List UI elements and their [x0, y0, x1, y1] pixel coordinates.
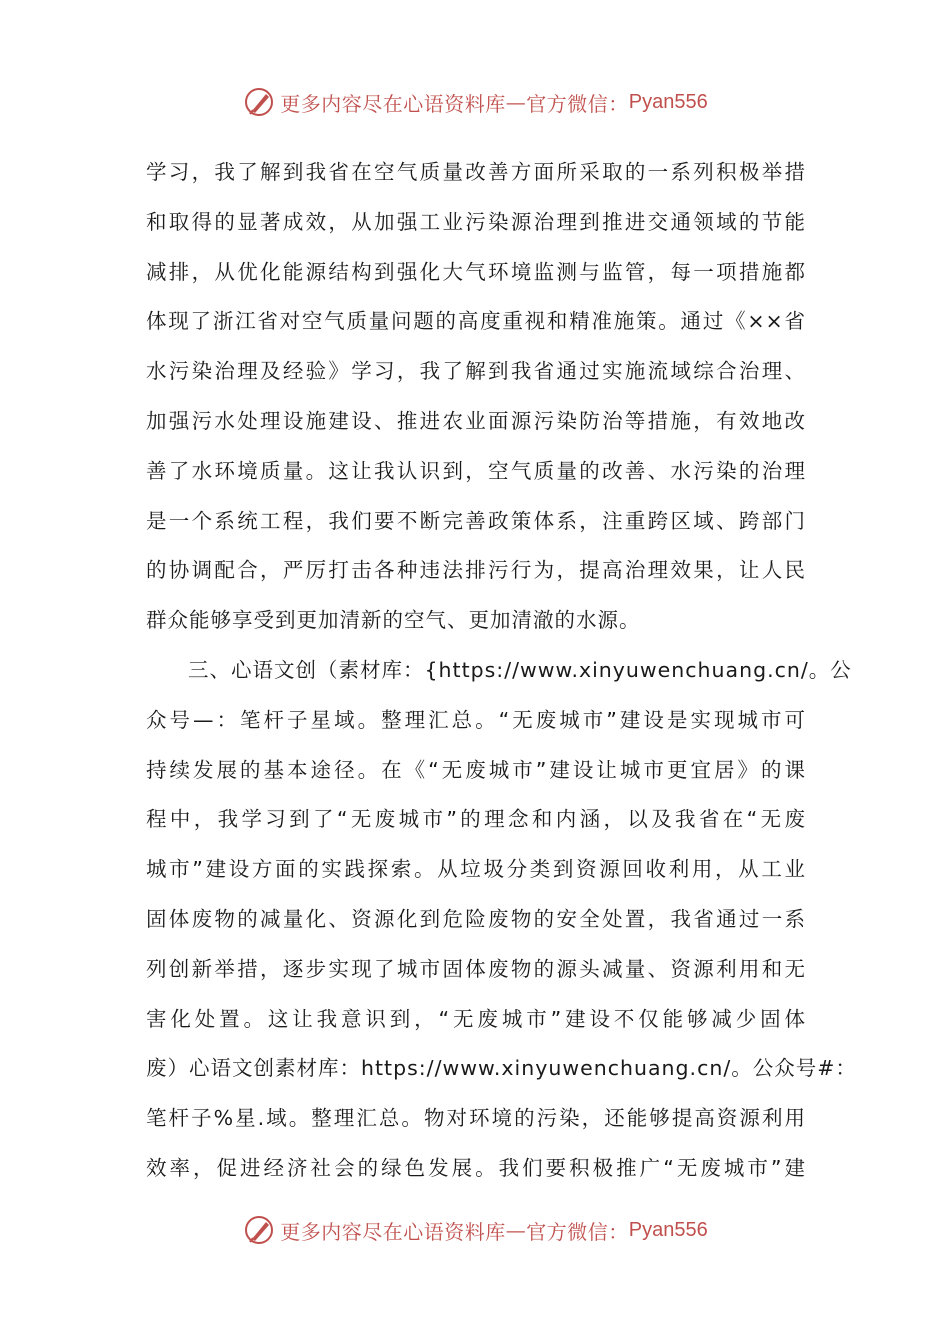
text-line: 持续发展的基本途径。在《“无废城市”建设让城市更宜居》的课: [146, 757, 806, 782]
banner-dash: —: [505, 90, 527, 114]
text-line: 笔杆子%星.域。整理汇总。物对环境的污染，还能够提高资源利用: [146, 1106, 806, 1131]
banner-handle: Pyan556: [628, 1218, 708, 1241]
document-body: [146, 148, 857, 1194]
banner-dash: —: [505, 1218, 527, 1242]
pen-nib-circle-icon: [242, 85, 276, 119]
banner-brand-text: 更多内容尽在心语资料库: [280, 1219, 506, 1244]
footer-watermark-banner: [0, 1210, 950, 1250]
text-line: 城市”建设方面的实践探索。从垃圾分类到资源回收利用，从工业: [146, 857, 806, 882]
banner-brand-text: 更多内容尽在心语资料库: [280, 91, 506, 116]
text-line: 体现了浙江省对空气质量问题的高度重视和精准施策。通过《××省: [146, 309, 806, 334]
banner-handle: Pyan556: [628, 90, 708, 113]
pen-nib-circle-icon: [242, 1213, 276, 1247]
text-line: 减排，从优化能源结构到强化大气环境监测与监管，每一项措施都: [146, 259, 806, 284]
text-line: 废）心语文创素材库：https://www.xinyuwenchuang.cn/。公众号#：: [146, 1056, 857, 1081]
text-line: 固体废物的减量化、资源化到危险废物的安全处置，我省通过一系: [146, 906, 806, 931]
text-line: 效率，促进经济社会的绿色发展。我们要积极推广“无废城市”建: [146, 1155, 806, 1180]
text-line: 加强污水处理设施建设、推进农业面源污染防治等措施，有效地改: [146, 408, 806, 433]
text-line: 群众能够享受到更加清新的空气、更加清澈的水源。: [146, 608, 641, 633]
text-line: 学习，我了解到我省在空气质量改善方面所采取的一系列积极举措: [146, 160, 806, 184]
header-watermark-banner: [0, 82, 950, 122]
section-heading-line: 三、心语文创（素材库：{https://www.xinyuwenchuang.cn/。公: [188, 657, 852, 682]
text-line: 害化处置。这让我意识到，“无废城市”建设不仅能够减少固体: [146, 1006, 806, 1031]
text-line: 的协调配合，严厉打击各种违法排污行为，提高治理效果，让人民: [146, 558, 806, 583]
text-line: 是一个系统工程，我们要不断完善政策体系，注重跨区域、跨部门: [146, 508, 806, 533]
banner-wechat-label: 官方微信：: [526, 1219, 629, 1244]
text-line: 列创新举措，逐步实现了城市固体废物的源头减量、资源利用和无: [146, 956, 806, 981]
text-line: 和取得的显著成效，从加强工业污染源治理到推进交通领域的节能: [146, 209, 806, 234]
text-line: 众号—：笔杆子星域。整理汇总。“无废城市”建设是实现城市可: [146, 707, 806, 732]
text-line: 程中，我学习到了“无废城市”的理念和内涵，以及我省在“无废: [146, 807, 806, 832]
text-line: 水污染治理及经验》学习，我了解到我省通过实施流域综合治理、: [146, 359, 806, 384]
text-line: 善了水环境质量。这让我认识到，空气质量的改善、水污染的治理: [146, 458, 806, 483]
banner-wechat-label: 官方微信：: [526, 91, 629, 116]
